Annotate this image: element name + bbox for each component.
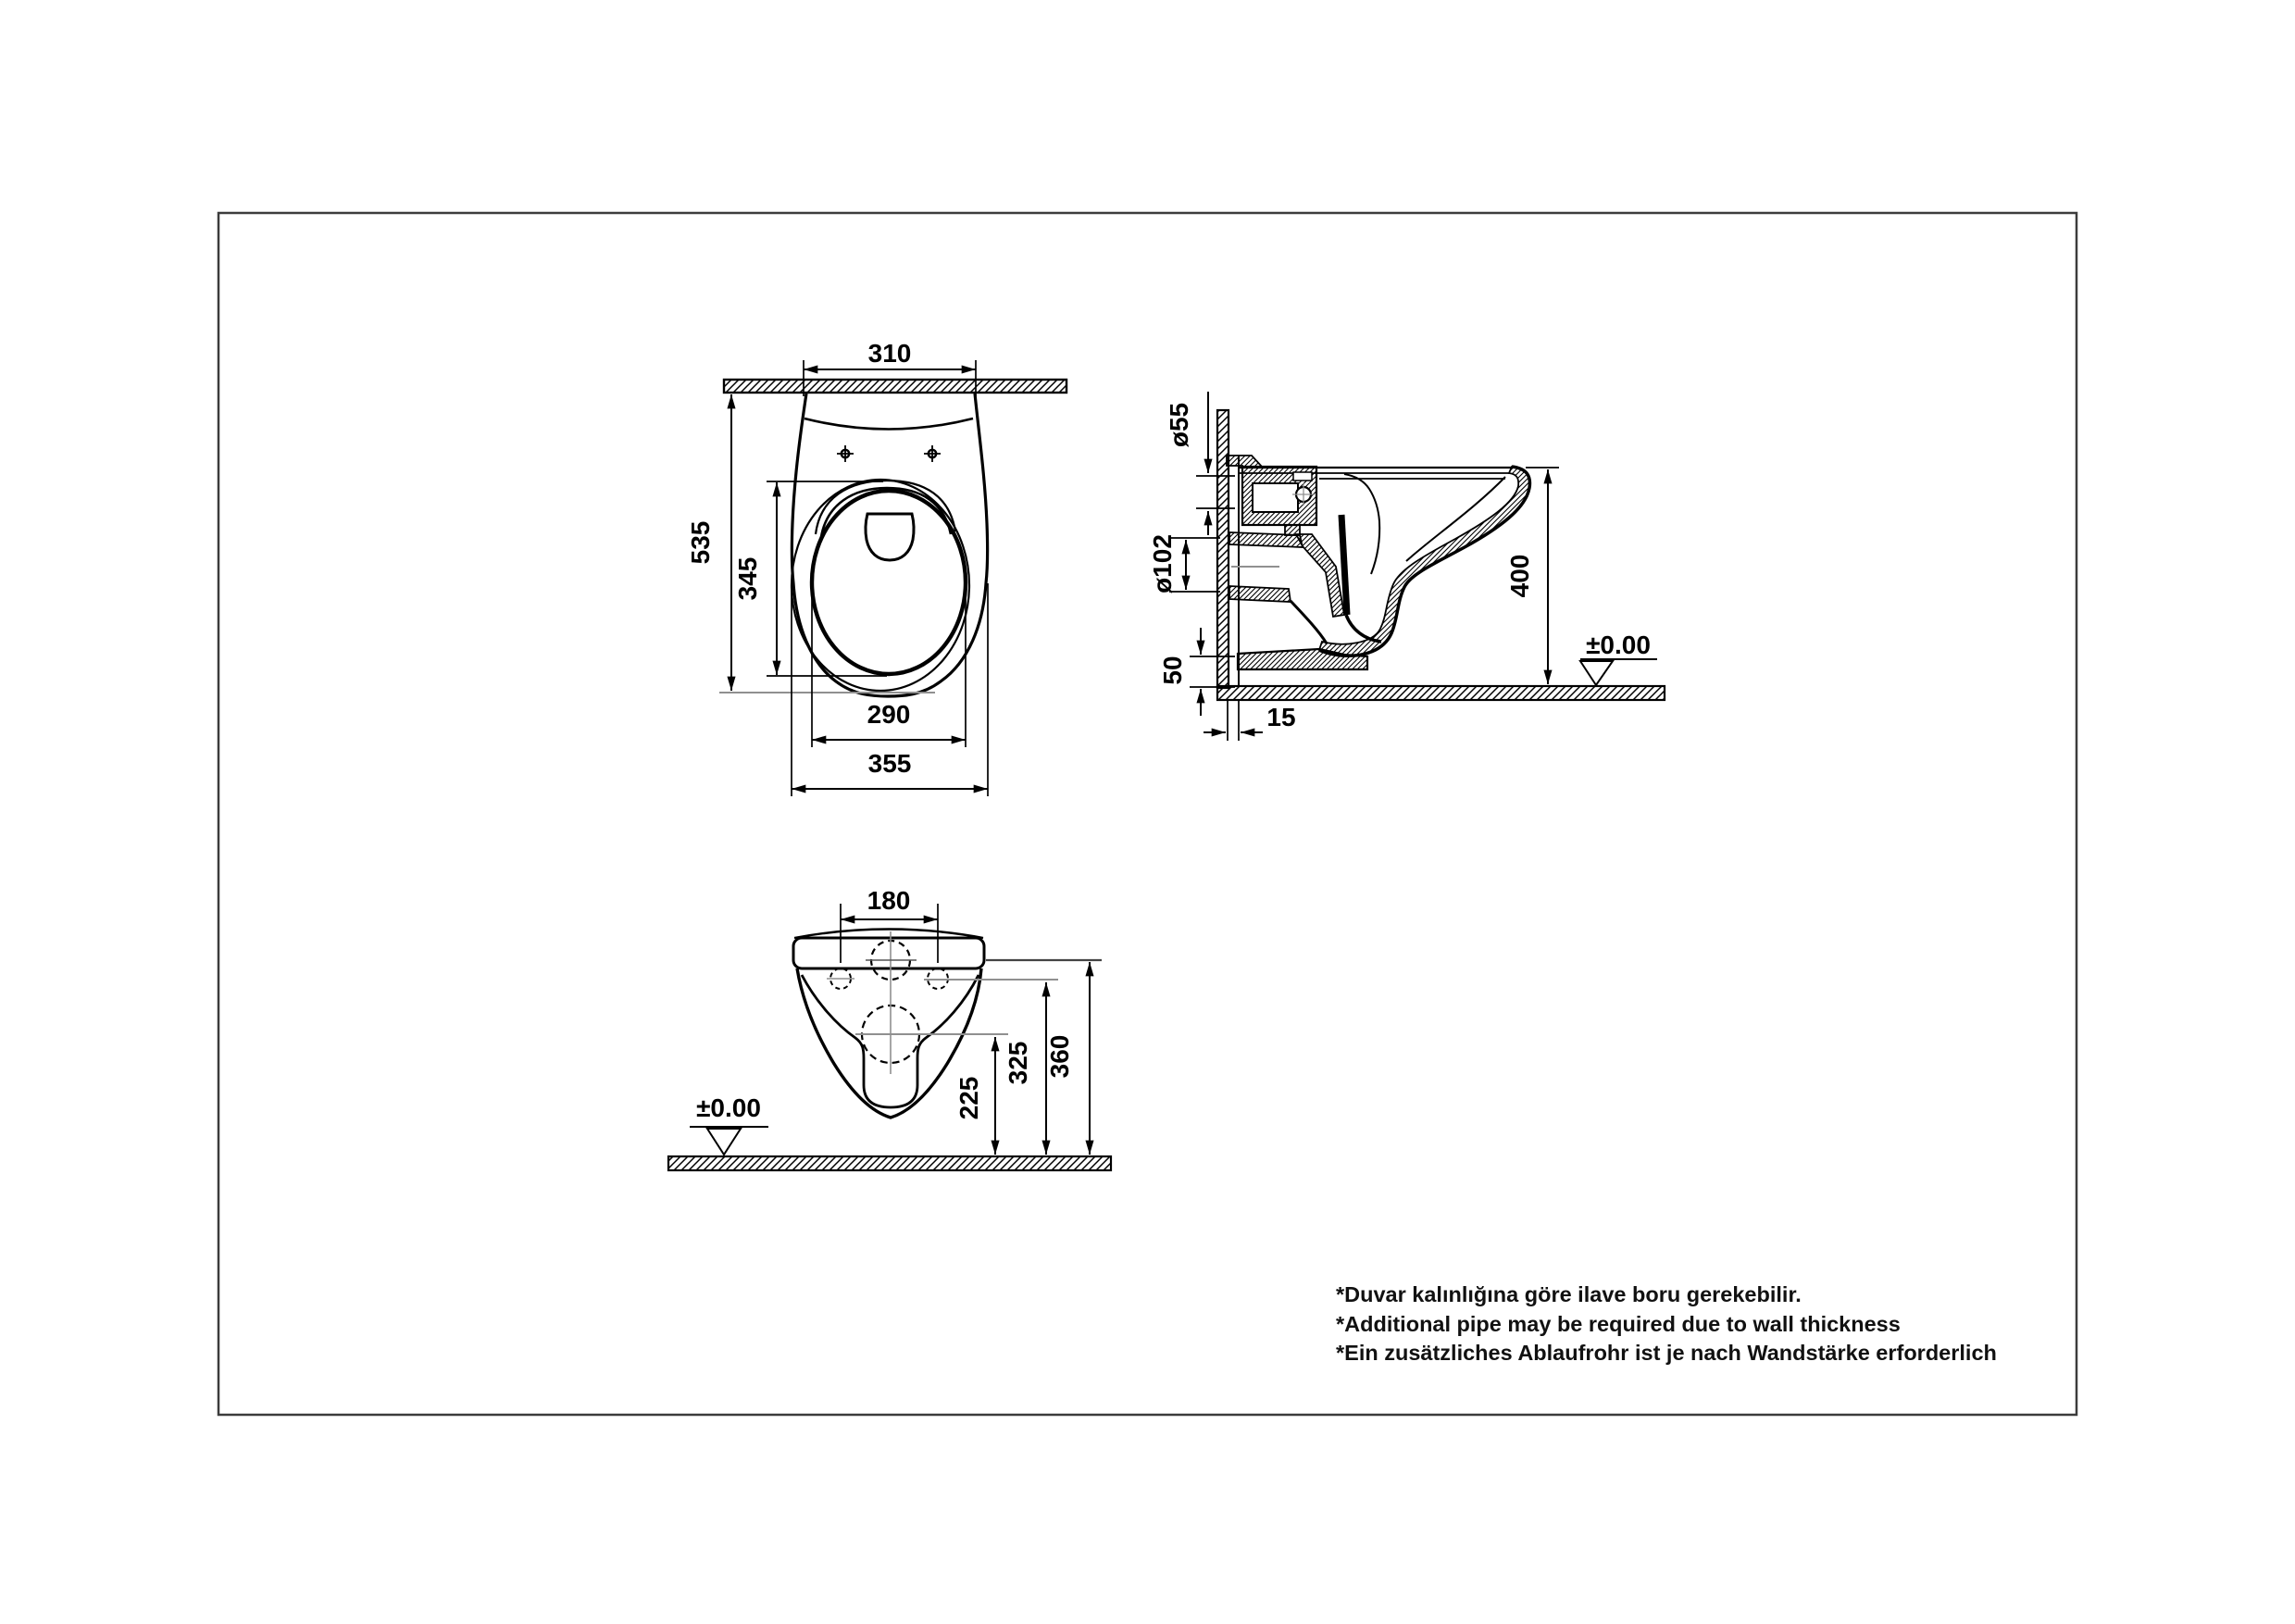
flush-spout — [866, 514, 914, 560]
dim-label-535: 535 — [686, 520, 715, 565]
datum-label: ±0.00 — [1586, 631, 1651, 659]
dim-label-outlet-height: 50 — [1158, 656, 1187, 685]
dim-label-310: 310 — [867, 339, 912, 368]
datum-label: ±0.00 — [696, 1093, 761, 1122]
dim-label-inlet-dia: ø55 — [1165, 402, 1193, 448]
bowl-inner-line-left — [1344, 474, 1379, 574]
dim-label-wall-offset: 15 — [1266, 703, 1296, 731]
bowl-shell-section — [1319, 467, 1529, 656]
dim-label-290: 290 — [867, 700, 911, 729]
dim-label-225: 225 — [954, 1076, 983, 1120]
trap-curve-lower — [1291, 601, 1327, 643]
seat-hole-right — [924, 445, 941, 462]
spud-slot — [1293, 472, 1312, 481]
note-line: *Duvar kalınlığına göre ilave boru gerekebilir. — [1336, 1282, 1802, 1306]
dim-label-355: 355 — [867, 749, 912, 778]
top-view — [686, 339, 1066, 796]
datum-triangle-icon — [1580, 661, 1613, 685]
sheet-border — [218, 213, 2077, 1415]
datum-triangle-icon — [707, 1129, 741, 1155]
wall-section-plan — [724, 380, 1066, 393]
footnotes — [1336, 1280, 1997, 1368]
side-view — [1148, 392, 1665, 741]
cistern-band — [793, 938, 984, 968]
datum-front — [690, 1093, 768, 1155]
drain-duct-bottom-wall — [1229, 586, 1291, 602]
spud-opening — [1253, 483, 1298, 512]
dim-label-360: 360 — [1045, 1034, 1074, 1079]
drain-duct-top-wall — [1229, 532, 1303, 547]
floor-section-front — [668, 1156, 1111, 1170]
front-view — [668, 886, 1111, 1170]
dim-label-outlet-dia: ø102 — [1148, 534, 1177, 593]
dim-label-325: 325 — [1004, 1041, 1032, 1085]
dim-label-400: 400 — [1505, 554, 1534, 598]
wall-section-side — [1217, 410, 1229, 688]
seat-hole-left — [837, 445, 854, 462]
dim-label-345: 345 — [733, 556, 762, 601]
inner-wall-leg — [1296, 534, 1344, 617]
note-line: *Additional pipe may be required due to wall thickness — [1336, 1311, 1901, 1336]
dim-label-180: 180 — [867, 886, 911, 915]
datum-side — [1580, 631, 1657, 685]
floor-section-side — [1217, 686, 1665, 700]
note-line: *Ein zusätzliches Ablaufrohr ist je nach Wandstärke erforderlich — [1336, 1341, 1997, 1366]
back-edge-curve — [804, 418, 973, 430]
inlet-bracket — [1227, 456, 1262, 467]
